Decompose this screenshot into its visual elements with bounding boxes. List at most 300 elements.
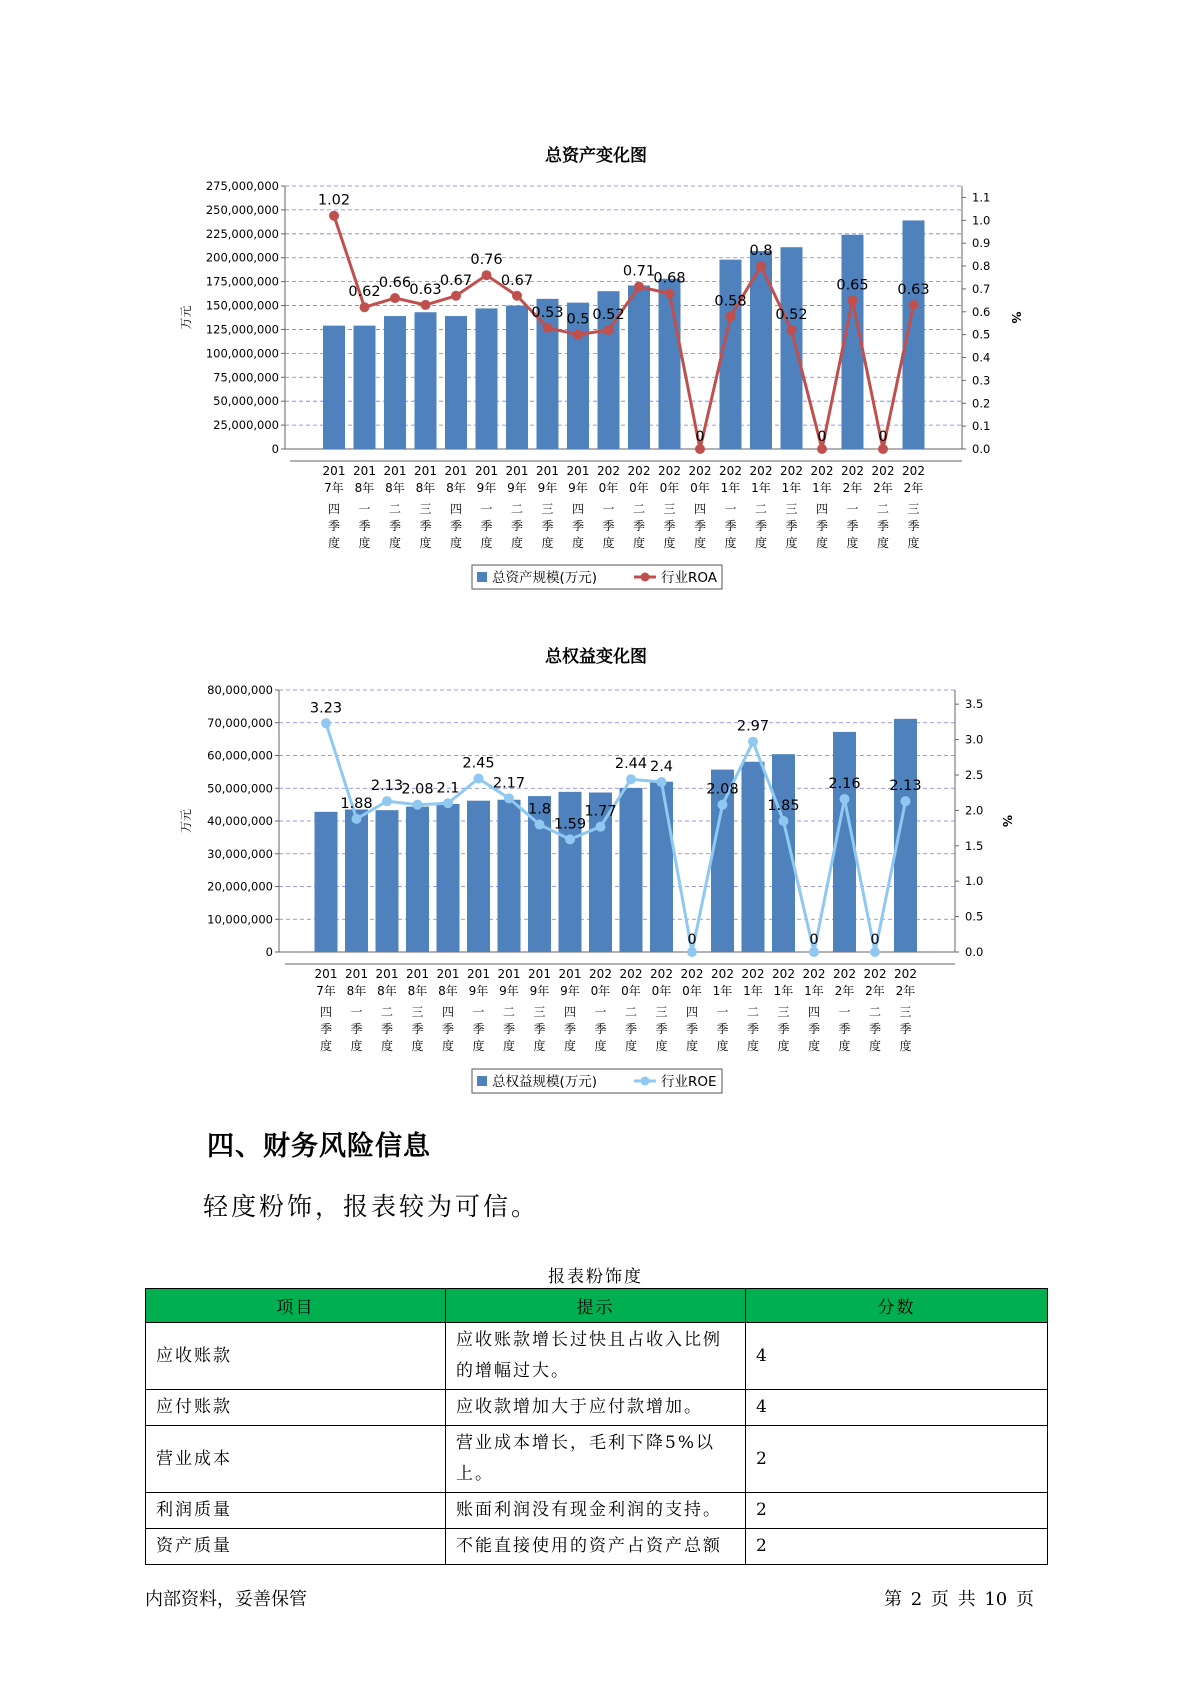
- y-axis-label: 万元: [179, 305, 193, 330]
- data-label: 0.71: [622, 263, 656, 280]
- y2-axis-label: %: [1009, 311, 1023, 324]
- category-label: 季: [502, 1022, 516, 1036]
- category-label: 度: [746, 1039, 760, 1053]
- cell-item: 应付账款: [146, 1390, 446, 1426]
- category-label: 202: [619, 967, 643, 981]
- category-label: 7年: [316, 984, 336, 998]
- category-label: 季: [571, 519, 585, 533]
- ratio-point: [352, 814, 362, 824]
- data-label: 2.97: [736, 718, 770, 735]
- category-label: 0年: [682, 984, 702, 998]
- data-label: 2.08: [706, 781, 739, 798]
- data-label: 1.88: [340, 795, 373, 812]
- category-label: 季: [419, 519, 432, 533]
- category-label: 度: [632, 536, 646, 550]
- category-label: 季: [724, 519, 737, 533]
- category-label: 度: [655, 1039, 668, 1053]
- data-label: 0: [695, 429, 705, 445]
- table-row: [146, 1493, 1048, 1529]
- category-label: 二: [502, 1005, 516, 1019]
- data-label: 1.02: [317, 192, 351, 209]
- category-label: 度: [716, 1039, 729, 1053]
- y2-tick-label: 0.8: [972, 259, 991, 274]
- cell-score: 2: [746, 1493, 1048, 1529]
- y-tick-label: 70,000,000: [207, 715, 273, 730]
- header-score: 分数: [746, 1289, 1048, 1323]
- category-label: 季: [533, 1022, 546, 1036]
- category-label: 季: [380, 1022, 394, 1036]
- category-label: 9年: [499, 984, 519, 998]
- y-tick-label: 30,000,000: [207, 846, 273, 861]
- category-label: 三: [899, 1005, 912, 1019]
- cell-score: 2: [746, 1426, 1048, 1493]
- y2-tick-label: 0.2: [972, 396, 991, 411]
- category-label: 度: [541, 536, 554, 550]
- ratio-point: [779, 816, 789, 826]
- category-label: 四: [327, 502, 341, 516]
- category-label: 0年: [651, 984, 672, 998]
- ratio-point: [809, 947, 819, 957]
- category-label: 一: [350, 1005, 363, 1019]
- cell-hint: 应收账款增长过快且占收入比例的增幅过大。: [446, 1323, 746, 1390]
- category-label: 三: [785, 502, 798, 516]
- category-label: 季: [449, 519, 463, 533]
- bar: [620, 788, 643, 952]
- category-label: 二: [388, 502, 402, 516]
- table-header-row: [146, 1289, 1048, 1323]
- category-label: 季: [602, 519, 615, 533]
- category-label: 一: [602, 502, 615, 516]
- y-tick-label: 0: [265, 945, 273, 959]
- category-label: 202: [863, 967, 887, 981]
- y-tick-label: 20,000,000: [207, 879, 273, 894]
- category-label: 四: [685, 1005, 699, 1019]
- category-label: 季: [510, 519, 524, 533]
- ratio-point: [443, 798, 453, 808]
- data-label: 0: [817, 429, 827, 445]
- category-label: 三: [777, 1005, 790, 1019]
- ratio-point: [504, 793, 514, 803]
- category-label: 201: [566, 464, 590, 478]
- category-label: 201: [383, 464, 407, 478]
- category-label: 201: [345, 967, 368, 981]
- category-label: 度: [807, 1039, 821, 1053]
- ratio-point: [413, 800, 423, 810]
- footer-page-number: 第 2 页 共 10 页: [884, 1589, 1034, 1610]
- category-label: 202: [650, 967, 673, 981]
- category-label: 度: [419, 536, 432, 550]
- y-tick-label: 100,000,000: [205, 346, 279, 361]
- category-label: 202: [658, 464, 681, 478]
- category-label: 度: [602, 536, 615, 550]
- category-label: 2年: [895, 984, 916, 998]
- category-label: 季: [746, 1022, 760, 1036]
- category-label: 季: [838, 1022, 851, 1036]
- ratio-point: [382, 796, 392, 806]
- category-label: 9年: [529, 984, 550, 998]
- category-label: 季: [411, 1022, 424, 1036]
- y-tick-label: 80,000,000: [207, 683, 273, 697]
- y2-tick-label: 1.0: [965, 874, 984, 889]
- header-hint: 提示: [446, 1289, 746, 1323]
- category-label: 202: [688, 464, 712, 478]
- y-axis-label: 万元: [179, 808, 193, 834]
- cell-score: 4: [746, 1323, 1048, 1390]
- cell-score: 4: [746, 1390, 1048, 1426]
- category-label: 度: [502, 1039, 516, 1053]
- data-label: 2.4: [649, 759, 674, 776]
- bar: [345, 810, 368, 952]
- y-tick-label: 150,000,000: [205, 298, 279, 313]
- category-label: 202: [810, 464, 834, 478]
- category-label: 四: [441, 1005, 455, 1019]
- category-label: 201: [375, 967, 399, 981]
- data-label: 0: [809, 932, 819, 948]
- category-label: 7年: [324, 481, 344, 495]
- category-label: 202: [833, 967, 856, 981]
- data-label: 1.59: [553, 816, 587, 833]
- y2-tick-label: 0.1: [972, 419, 991, 434]
- y-tick-label: 10,000,000: [207, 912, 273, 927]
- chart-title: 总权益变化图: [545, 647, 647, 667]
- data-label: 2.1: [436, 780, 460, 797]
- category-label: 度: [358, 536, 371, 550]
- category-label: 季: [594, 1022, 607, 1036]
- category-label: 季: [472, 1022, 485, 1036]
- category-label: 202: [627, 464, 651, 478]
- category-label: 二: [624, 1005, 638, 1019]
- category-label: 1年: [804, 984, 824, 998]
- legend-bar-label: 总权益规模(万元): [492, 1074, 598, 1090]
- data-label: 0.52: [775, 307, 808, 324]
- category-label: 度: [327, 536, 341, 550]
- category-label: 2年: [834, 984, 855, 998]
- data-label: 0.63: [897, 281, 930, 298]
- category-label: 度: [663, 536, 676, 550]
- category-label: 201: [444, 464, 468, 478]
- category-label: 二: [632, 502, 646, 516]
- category-label: 四: [319, 1005, 333, 1019]
- ratio-point: [657, 777, 667, 787]
- category-label: 202: [841, 464, 864, 478]
- y2-tick-label: 0.6: [972, 304, 991, 319]
- category-label: 8年: [446, 481, 466, 495]
- whitewash-table: [145, 1288, 1048, 1565]
- category-label: 201: [436, 967, 460, 981]
- category-label: 一: [838, 1005, 851, 1019]
- category-label: 度: [876, 536, 890, 550]
- data-label: 0.53: [531, 304, 564, 321]
- category-label: 度: [754, 536, 768, 550]
- category-label: 季: [632, 519, 646, 533]
- category-label: 度: [571, 536, 585, 550]
- data-label: 0.68: [653, 270, 686, 287]
- category-label: 二: [380, 1005, 394, 1019]
- y2-tick-label: 0.5: [972, 327, 991, 342]
- category-label: 2年: [903, 481, 924, 495]
- category-label: 1年: [781, 481, 802, 495]
- category-label: 8年: [346, 984, 367, 998]
- category-label: 度: [411, 1039, 424, 1053]
- category-label: 度: [785, 536, 798, 550]
- category-label: 202: [711, 967, 734, 981]
- category-label: 度: [846, 536, 859, 550]
- category-label: 季: [807, 1022, 821, 1036]
- category-label: 度: [480, 536, 493, 550]
- category-label: 1年: [751, 481, 771, 495]
- category-label: 度: [533, 1039, 546, 1053]
- ratio-point: [474, 774, 484, 784]
- category-label: 202: [894, 967, 917, 981]
- category-label: 四: [693, 502, 707, 516]
- category-label: 度: [685, 1039, 699, 1053]
- category-label: 季: [441, 1022, 455, 1036]
- category-label: 0年: [690, 481, 710, 495]
- category-label: 202: [680, 967, 704, 981]
- category-label: 季: [480, 519, 493, 533]
- category-label: 三: [533, 1005, 546, 1019]
- chart-legend: [472, 1069, 722, 1093]
- bar: [498, 800, 521, 952]
- category-label: 度: [899, 1039, 912, 1053]
- category-label: 0年: [629, 481, 649, 495]
- ratio-point: [687, 947, 697, 957]
- y-tick-label: 275,000,000: [205, 179, 279, 193]
- category-label: 二: [876, 502, 890, 516]
- y-tick-label: 60,000,000: [207, 748, 273, 763]
- category-label: 季: [846, 519, 859, 533]
- category-label: 8年: [377, 984, 397, 998]
- y-tick-label: 0: [271, 442, 279, 456]
- category-label: 9年: [476, 481, 497, 495]
- y-tick-label: 75,000,000: [213, 370, 279, 385]
- y2-tick-label: 2.0: [965, 803, 984, 818]
- category-label: 0年: [590, 984, 611, 998]
- category-label: 2年: [873, 481, 893, 495]
- cell-item: 利润质量: [146, 1493, 446, 1529]
- category-label: 202: [802, 967, 826, 981]
- category-label: 四: [571, 502, 585, 516]
- category-label: 一: [358, 502, 371, 516]
- category-label: 四: [449, 502, 463, 516]
- category-label: 三: [541, 502, 554, 516]
- y2-tick-label: 1.1: [972, 190, 991, 205]
- category-label: 202: [597, 464, 620, 478]
- category-label: 季: [815, 519, 829, 533]
- category-label: 1年: [712, 984, 733, 998]
- y-tick-label: 225,000,000: [205, 226, 279, 241]
- y2-tick-label: 3.0: [965, 732, 984, 747]
- cell-hint: 账面利润没有现金利润的支持。: [446, 1493, 746, 1529]
- category-label: 度: [624, 1039, 638, 1053]
- y2-tick-label: 3.5: [965, 697, 984, 712]
- category-label: 201: [406, 967, 429, 981]
- ratio-point: [718, 800, 728, 810]
- y2-tick-label: 0.5: [965, 909, 984, 924]
- legend-line-marker: [641, 1077, 650, 1086]
- category-label: 度: [350, 1039, 363, 1053]
- cell-item: 营业成本: [146, 1426, 446, 1493]
- category-label: 一: [472, 1005, 485, 1019]
- category-label: 季: [655, 1022, 668, 1036]
- bar: [376, 810, 399, 952]
- category-label: 季: [319, 1022, 333, 1036]
- category-label: 四: [807, 1005, 821, 1019]
- data-label: 2.45: [462, 755, 495, 772]
- category-label: 一: [480, 502, 493, 516]
- category-label: 度: [838, 1039, 851, 1053]
- y2-tick-label: 0.7: [972, 281, 991, 296]
- category-label: 度: [380, 1039, 394, 1053]
- category-label: 季: [685, 1022, 699, 1036]
- category-label: 季: [777, 1022, 790, 1036]
- cell-item: 资产质量: [146, 1529, 446, 1565]
- category-label: 一: [716, 1005, 729, 1019]
- y-tick-label: 175,000,000: [205, 274, 279, 289]
- category-label: 201: [467, 967, 490, 981]
- footer-confidential: 内部资料，妥善保管: [145, 1589, 307, 1610]
- data-label: 1.77: [584, 803, 617, 820]
- table-caption: 报表粉饰度: [548, 1267, 643, 1287]
- y-tick-label: 50,000,000: [207, 781, 273, 796]
- table-row: [146, 1426, 1048, 1493]
- data-label: 0.76: [470, 252, 503, 269]
- category-label: 季: [663, 519, 676, 533]
- category-label: 202: [871, 464, 895, 478]
- data-label: 0.67: [500, 272, 534, 289]
- cell-score: 2: [746, 1529, 1048, 1565]
- ratio-point: [596, 822, 606, 832]
- category-label: 季: [876, 519, 890, 533]
- bar: [315, 812, 338, 952]
- category-label: 度: [441, 1039, 455, 1053]
- category-label: 202: [749, 464, 773, 478]
- bar: [650, 782, 673, 952]
- category-label: 度: [693, 536, 707, 550]
- category-label: 季: [868, 1022, 882, 1036]
- category-label: 2年: [865, 984, 885, 998]
- category-label: 度: [777, 1039, 790, 1053]
- category-label: 9年: [468, 984, 489, 998]
- category-label: 201: [414, 464, 437, 478]
- category-label: 季: [754, 519, 768, 533]
- y-tick-label: 200,000,000: [205, 250, 279, 265]
- category-label: 8年: [385, 481, 405, 495]
- category-label: 二: [510, 502, 524, 516]
- category-label: 三: [419, 502, 432, 516]
- category-label: 季: [388, 519, 402, 533]
- category-label: 201: [528, 967, 551, 981]
- category-label: 202: [589, 967, 612, 981]
- y-tick-label: 50,000,000: [213, 394, 279, 409]
- data-label: 2.44: [614, 756, 648, 773]
- data-label: 1.8: [527, 801, 552, 818]
- y-tick-label: 25,000,000: [213, 418, 279, 433]
- y2-axis-label: %: [1000, 814, 1014, 828]
- category-label: 202: [719, 464, 742, 478]
- category-label: 8年: [438, 984, 458, 998]
- category-label: 8年: [407, 984, 428, 998]
- data-label: 2.16: [828, 776, 861, 793]
- ratio-point: [321, 718, 331, 728]
- data-label: 0: [878, 429, 888, 445]
- legend-line-label: 行业ROE: [661, 1074, 717, 1090]
- category-label: 1年: [720, 481, 741, 495]
- legend-bar-label: 总资产规模(万元): [492, 570, 598, 586]
- category-label: 度: [510, 536, 524, 550]
- data-label: 3.23: [309, 700, 343, 717]
- category-label: 度: [319, 1039, 333, 1053]
- category-label: 9年: [568, 481, 588, 495]
- category-label: 季: [716, 1022, 729, 1036]
- y-tick-label: 125,000,000: [205, 322, 279, 337]
- category-label: 四: [815, 502, 829, 516]
- ratio-point: [901, 796, 911, 806]
- data-label: 2.13: [889, 778, 922, 795]
- y-tick-label: 40,000,000: [207, 814, 273, 828]
- data-label: 0: [687, 932, 697, 948]
- y2-tick-label: 2.5: [965, 767, 984, 782]
- data-label: 0.63: [409, 281, 442, 298]
- category-label: 201: [536, 464, 559, 478]
- y2-tick-label: 0.0: [972, 442, 991, 456]
- category-label: 201: [475, 464, 498, 478]
- ratio-point: [565, 834, 575, 844]
- ratio-point: [626, 774, 636, 784]
- category-label: 季: [624, 1022, 638, 1036]
- category-label: 度: [449, 536, 463, 550]
- category-label: 二: [754, 502, 768, 516]
- y2-tick-label: 0.9: [972, 236, 991, 251]
- category-label: 三: [907, 502, 920, 516]
- category-label: 202: [772, 967, 795, 981]
- data-label: 0.8: [749, 243, 773, 260]
- section-title: 四、财务风险信息: [207, 1131, 431, 1162]
- category-label: 三: [663, 502, 676, 516]
- y-tick-label: 250,000,000: [205, 202, 279, 217]
- category-label: 一: [724, 502, 737, 516]
- category-label: 0年: [621, 984, 641, 998]
- y2-tick-label: 1.5: [965, 838, 984, 853]
- category-label: 1年: [743, 984, 763, 998]
- data-label: 2.17: [492, 775, 526, 792]
- category-label: 三: [411, 1005, 424, 1019]
- data-label: 2.08: [401, 781, 434, 798]
- category-label: 9年: [537, 481, 558, 495]
- ratio-point: [840, 794, 850, 804]
- table-row: [146, 1323, 1048, 1390]
- category-label: 0年: [598, 481, 619, 495]
- data-label: 0.52: [592, 307, 625, 324]
- category-label: 202: [780, 464, 803, 478]
- category-label: 三: [655, 1005, 668, 1019]
- category-label: 8年: [354, 481, 375, 495]
- data-label: 0.67: [439, 272, 473, 289]
- category-label: 度: [388, 536, 402, 550]
- data-label: 2.13: [370, 778, 404, 795]
- category-label: 季: [785, 519, 798, 533]
- category-label: 季: [563, 1022, 577, 1036]
- legend-bar-swatch: [477, 1076, 487, 1086]
- category-label: 201: [322, 464, 346, 478]
- y2-tick-label: 0.0: [965, 945, 984, 959]
- category-label: 201: [314, 967, 338, 981]
- cell-item: 应收账款: [146, 1323, 446, 1390]
- category-label: 1年: [812, 481, 832, 495]
- data-label: 0.62: [348, 284, 381, 301]
- data-label: 0.65: [836, 277, 869, 294]
- category-label: 度: [868, 1039, 882, 1053]
